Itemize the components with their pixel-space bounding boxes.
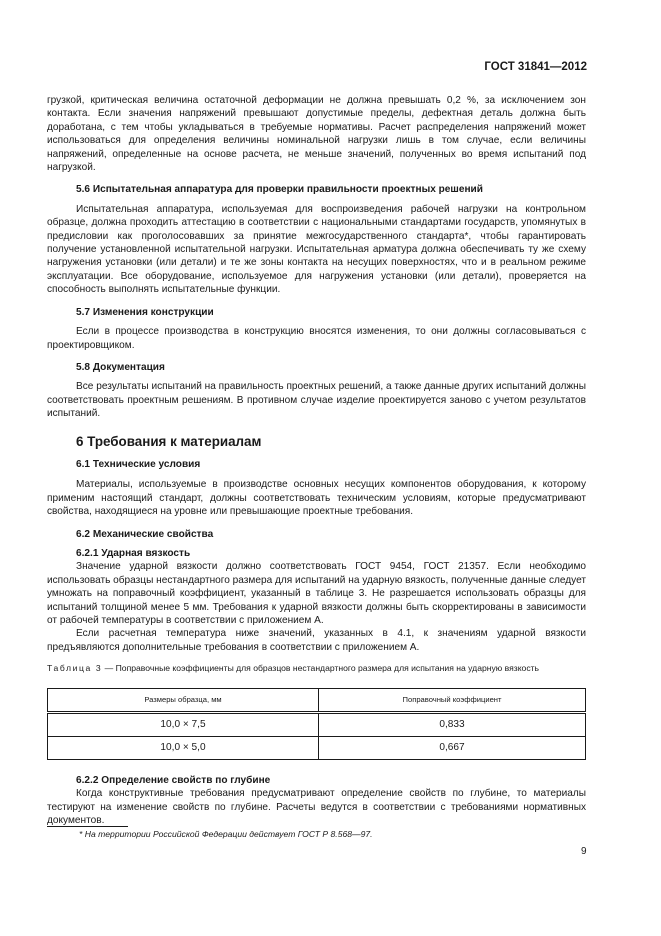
cell-specimen-size: 10,0 × 5,0 — [48, 736, 319, 759]
table-row — [48, 712, 586, 736]
table-row — [48, 736, 586, 759]
cell-correction-factor: 0,667 — [319, 736, 586, 759]
footnote: * На территории Российской Федерации действует ГОСТ Р 8.568—97. — [79, 829, 373, 839]
section-6-1-paragraph: Материалы, используемые в производстве основных несущих компонентов оборудования, к которому применим настоящий стандарт, должны соответствовать техническим условиям, которые предусматривают свойства, находящиеся на уровне или превышающие проектные требования. — [47, 479, 586, 518]
table-3 — [47, 688, 586, 760]
column-header-specimen-size: Размеры образца, мм — [48, 688, 319, 712]
section-6-2-1-paragraph-2: Если расчетная температура ниже значений, указанных в 4.1, к значениям ударной вязкости предъявляются дополнительные требования в соответствии с приложением А. — [47, 628, 586, 653]
section-6-heading: 6 Требования к материалам — [76, 433, 262, 449]
section-6-2-2-paragraph: Когда конструктивные требования предусматривают определение свойств по глубине, то материалы тестируют на изменение свойств по глубине. Расчеты ведутся в соответствии с требованиями нормативных документов. — [47, 788, 586, 826]
table-3-caption — [47, 663, 586, 675]
footnote-divider — [47, 826, 128, 827]
table-header-row — [48, 688, 586, 712]
section-5-7-paragraph: Если в процессе производства в конструкцию вносятся изменения, то они должны согласовываться с проектировщиком. — [47, 326, 586, 351]
cell-correction-factor: 0,833 — [319, 712, 586, 736]
section-5-8-heading: 5.8 Документация — [76, 361, 165, 373]
cell-specimen-size: 10,0 × 7,5 — [48, 712, 319, 736]
section-6-2-2-heading: 6.2.2 Определение свойств по глубине — [76, 774, 271, 786]
section-6-2-1-heading: 6.2.1 Ударная вязкость — [76, 547, 191, 559]
table-3-caption-text: — Поправочные коэффициенты для образцов нестандартного размера для испытания на ударную вязкость — [102, 663, 540, 674]
table-3-caption-label: Таблица 3 — [47, 663, 103, 674]
section-6-1-heading: 6.1 Технические условия — [76, 458, 201, 470]
section-6-2-heading: 6.2 Механические свойства — [76, 528, 214, 540]
page-number: 9 — [581, 846, 587, 857]
page-content — [47, 94, 586, 827]
section-5-6-heading: 5.6 Испытательная аппаратура для проверки правильности проектных решений — [76, 184, 483, 196]
section-5-7-heading: 5.7 Изменения конструкции — [76, 306, 214, 318]
section-5-8-paragraph: Все результаты испытаний на правильность проектных решений, а также данные других испытаний должны соответствовать проектным решениям. В противном случае изделие проектируется заново с учетом результатов испытаний. — [47, 381, 586, 420]
document-id-header: ГОСТ 31841—2012 — [484, 61, 587, 73]
column-header-correction-factor: Поправочный коэффициент — [319, 688, 586, 712]
section-5-6-paragraph: Испытательная аппаратура, используемая для воспроизведения рабочей нагрузки на контрольном образце, должна проходить аттестацию в соответствии с национальными стандартами государств, упомянутых в предисловии как проголосовавших за принятие межгосударственного стандарта*, чтобы гарантировать получение установленной испытательной нагрузки. Испытательная арматура должна обеспечивать ту же схему нагружения установки (или детали) и те же зоны контакта на несущих поверхностях, что и в реальном режиме эксплуатации. Все оборудование, используемое для нагружения установки (или детали), проверяется на способность выполнять испытательные функции. — [47, 203, 586, 296]
section-6-2-1-paragraph-1: Значение ударной вязкости должно соответствовать ГОСТ 9454, ГОСТ 21357. Если необходимо использовать образцы нестандартного размера для испытаний на ударную вязкость, полученные данные следует умножать на поправочный коэффициент, указанный в таблице 3. Не разрешается использовать образцы для испытаний толщиной менее 5 мм. Требования к ударной вязкости должны быть скорректированы в зависимости от рабочей температуры в соответствии с приложением А. — [47, 561, 586, 626]
intro-paragraph: грузкой, критическая величина остаточной деформации не должна превышать 0,2 %, за исключением зон контакта. Если значения напряжений превышают допустимые пределы, дефектная деталь должна быть доработана, с тем чтобы укладываться в требуемые нормативы. Расчет распределения напряжений может использоваться для определения величины номинальной нагрузки лишь в том случае, если величины напряжений, определенные на основе расчета, не меньше значений, полученных во время испытаний под нагрузкой. — [47, 95, 586, 174]
